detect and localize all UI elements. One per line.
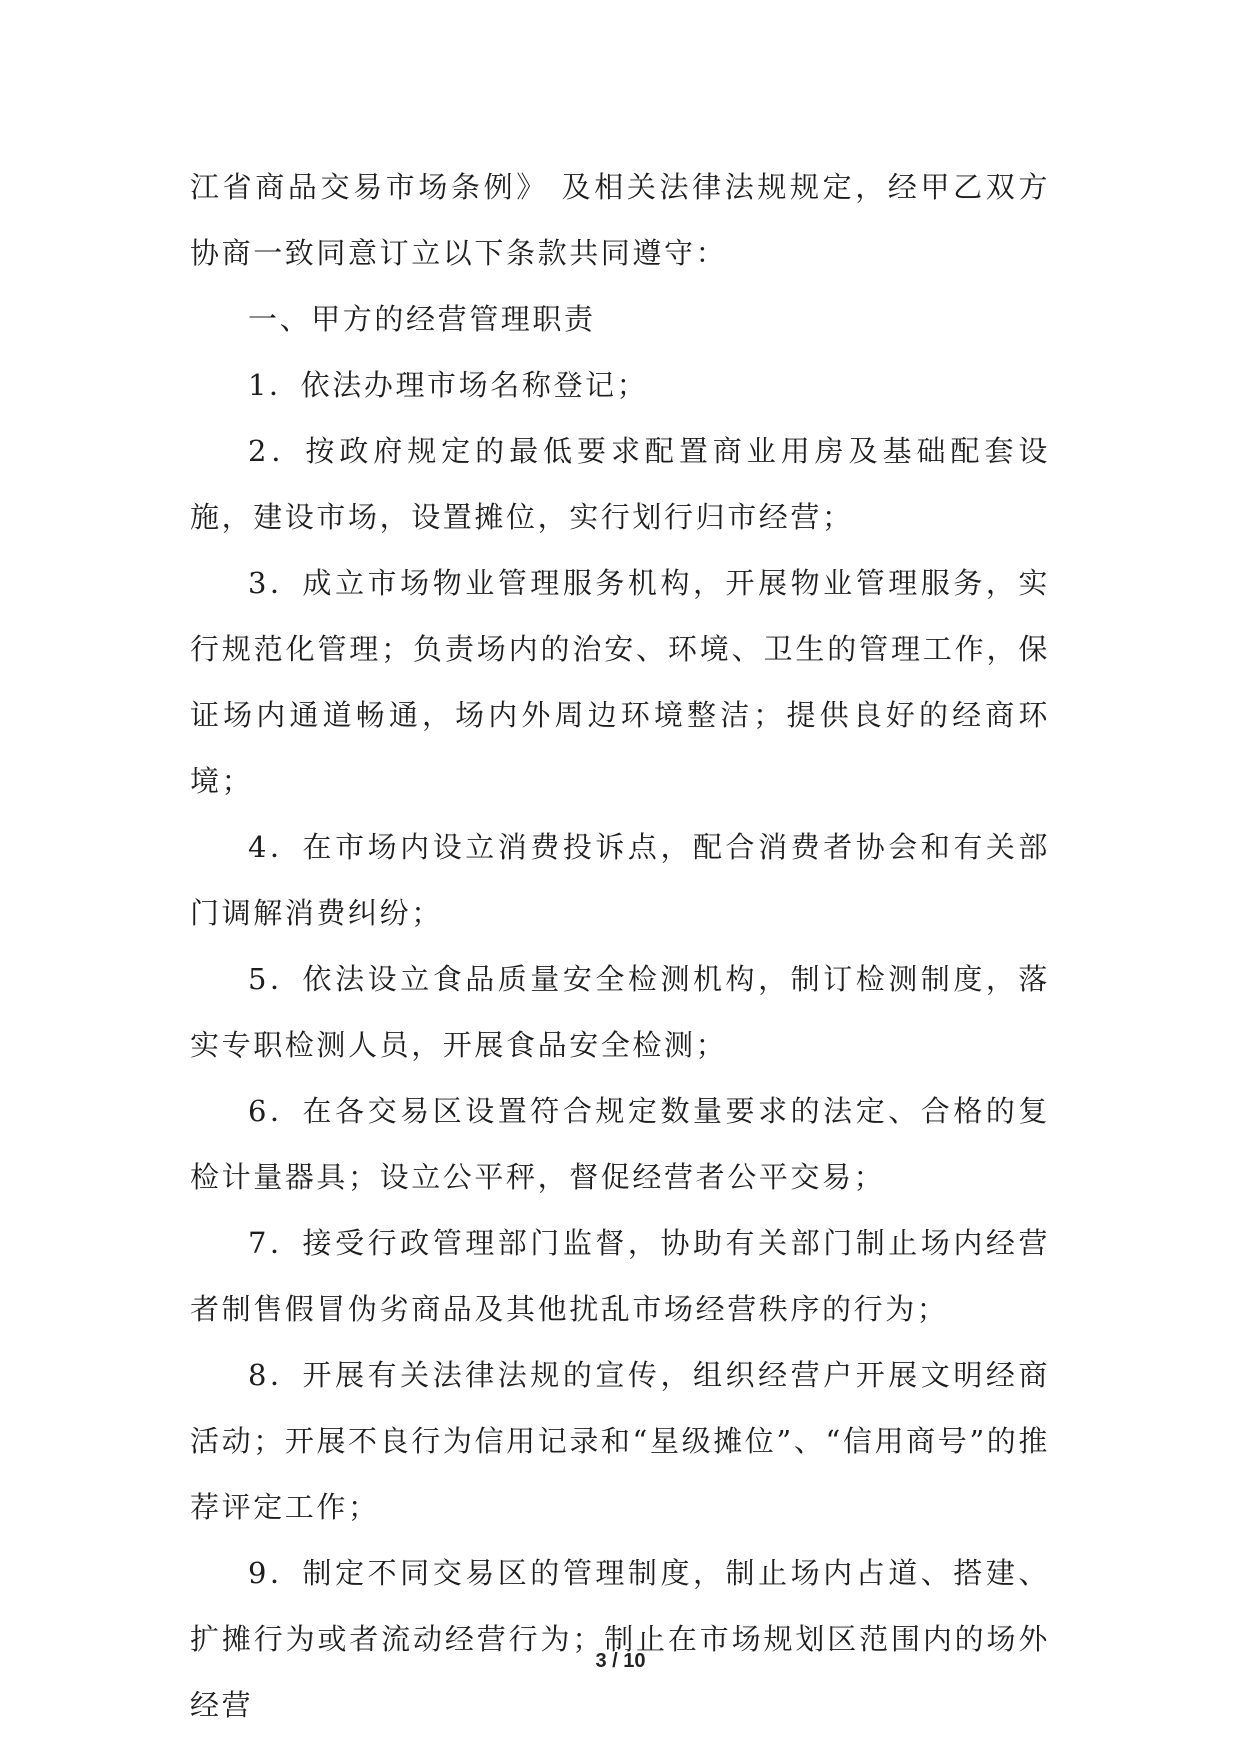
list-item: 9．制定不同交易区的管理制度，制止场内占道、搭建、扩摊行为或者流动经营行为；制止在市场规划区范围内的场外经营 [190,1556,1050,1722]
list-item: 7．接受行政管理部门监督，协助有关部门制止场内经营者制售假冒伪劣商品及其他扰乱市场经营秩序的行为； [190,1226,1050,1326]
list-item: 4．在市场内设立消费投诉点，配合消费者协会和有关部门调解消费纠纷； [190,830,1050,930]
list-item: 2．按政府规定的最低要求配置商业用房及基础配套设施，建设市场，设置摊位，实行划行归市经营； [190,434,1050,534]
list-item: 8．开展有关法律法规的宣传，组织经营户开展文明经商活动；开展不良行为信用记录和“星级摊位”、“信用商号”的推荐评定工作； [190,1358,1050,1524]
list-item: 3．成立市场物业管理服务机构，开展物业管理服务，实行规范化管理；负责场内的治安、环境、卫生的管理工作，保证场内通道畅通，场内外周边环境整洁；提供良好的经商环境； [190,566,1050,798]
page-number: 3 / 10 [595,1650,646,1672]
paragraph-continuation: 江省商品交易市场条例》 及相关法律法规规定，经甲乙双方协商一致同意订立以下条款共同遵守： [190,170,1050,270]
section-heading: 一、甲方的经营管理职责 [248,302,596,336]
list-item: 6．在各交易区设置符合规定数量要求的法定、合格的复检计量器具；设立公平秤，督促经营者公平交易； [190,1094,1050,1194]
list-item: 5．依法设立食品质量安全检测机构，制订检测制度，落实专职检测人员，开展食品安全检测； [190,962,1050,1062]
list-item: 1．依法办理市场名称登记； [248,368,649,402]
document-body [190,154,1050,1738]
